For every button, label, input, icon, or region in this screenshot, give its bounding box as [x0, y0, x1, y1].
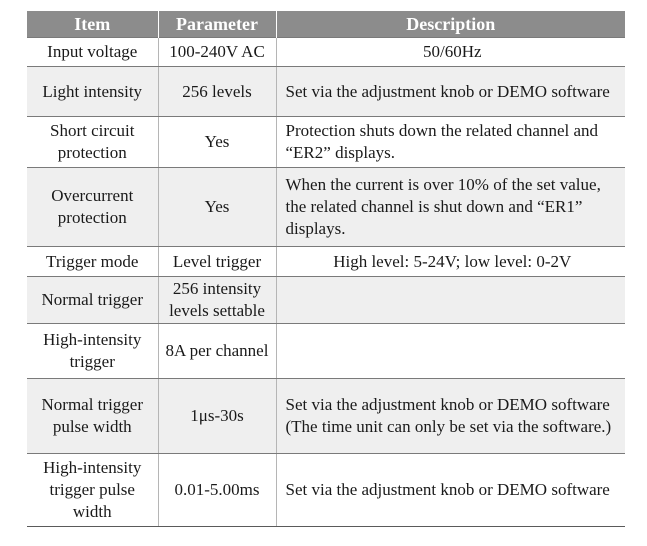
- parameter-cell: Level trigger: [158, 247, 276, 277]
- description-cell: High level: 5-24V; low level: 0-2V: [276, 247, 625, 277]
- item-cell: Overcurrent protection: [27, 168, 158, 247]
- header-item: Item: [27, 11, 158, 38]
- parameter-cell: 256 levels: [158, 67, 276, 117]
- item-cell: Normal trigger: [27, 277, 158, 324]
- description-cell: Set via the adjustment knob or DEMO software: [276, 454, 625, 527]
- parameter-cell: 1μs-30s: [158, 379, 276, 454]
- parameter-cell: Yes: [158, 117, 276, 168]
- item-cell: High-intensity trigger pulse width: [27, 454, 158, 527]
- parameter-cell: 0.01-5.00ms: [158, 454, 276, 527]
- header-parameter: Parameter: [158, 11, 276, 38]
- item-cell: Trigger mode: [27, 247, 158, 277]
- specification-table: [27, 11, 625, 527]
- table-row: [27, 379, 625, 454]
- description-cell: Set via the adjustment knob or DEMO software: [276, 67, 625, 117]
- table-row: [27, 38, 625, 67]
- description-cell: When the current is over 10% of the set value, the related channel is shut down and “ER1” displays.: [276, 168, 625, 247]
- parameter-cell: 100-240V AC: [158, 38, 276, 67]
- item-cell: High-intensity trigger: [27, 324, 158, 379]
- table-row: [27, 247, 625, 277]
- description-cell: [276, 277, 625, 324]
- item-cell: Input voltage: [27, 38, 158, 67]
- item-cell: Normal trigger pulse width: [27, 379, 158, 454]
- description-cell: [276, 324, 625, 379]
- item-cell: Light intensity: [27, 67, 158, 117]
- parameter-cell: Yes: [158, 168, 276, 247]
- header-row: [27, 11, 625, 38]
- table-row: [27, 67, 625, 117]
- table-row: [27, 324, 625, 379]
- table-header: [27, 11, 625, 38]
- table-body: [27, 38, 625, 527]
- item-cell: Short circuit protection: [27, 117, 158, 168]
- table-row: [27, 117, 625, 168]
- parameter-cell: 256 intensity levels settable: [158, 277, 276, 324]
- table-row: [27, 454, 625, 527]
- description-cell: Set via the adjustment knob or DEMO software (The time unit can only be set via the software.): [276, 379, 625, 454]
- parameter-cell: 8A per channel: [158, 324, 276, 379]
- table-row: [27, 168, 625, 247]
- table-row: [27, 277, 625, 324]
- description-cell: 50/60Hz: [276, 38, 625, 67]
- description-cell: Protection shuts down the related channel and “ER2” displays.: [276, 117, 625, 168]
- header-description: Description: [276, 11, 625, 38]
